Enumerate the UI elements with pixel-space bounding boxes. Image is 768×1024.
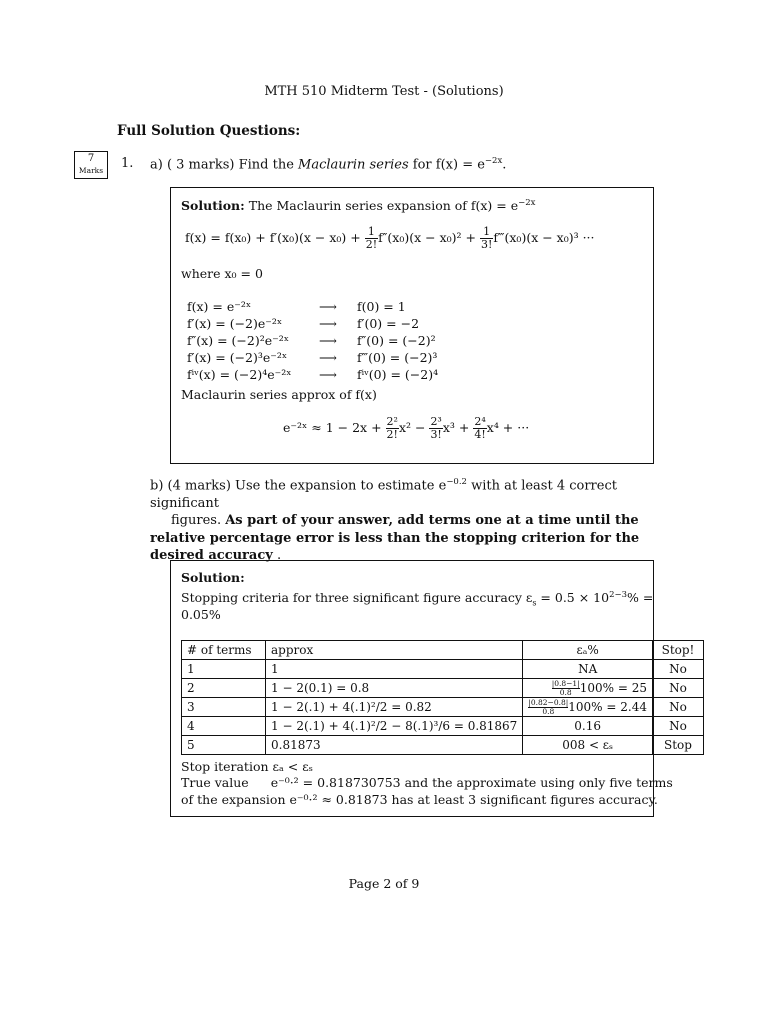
series-frac-1: $\frac{1}{2!}$ xyxy=(365,225,378,251)
approx-term-4: x⁴ + ··· xyxy=(486,420,530,435)
approx-formula xyxy=(283,416,529,441)
derivative-right-1: f(0) = 1 xyxy=(357,299,406,314)
row5-approx: 0.81873 xyxy=(266,736,523,755)
table-row xyxy=(182,698,704,717)
page-header: MTH 510 Midterm Test - (Solutions) xyxy=(264,84,504,99)
series-formula xyxy=(185,226,595,251)
solution-a-intro-text: The Maclaurin series expansion of f(x) = e xyxy=(248,198,519,214)
approx-lead: e⁻²ˣ ≈ 1 − 2x + xyxy=(283,420,386,435)
derivative-right-5: fⁱᵛ(0) = (−2)⁴ xyxy=(357,367,439,382)
row3-error: $\frac{|0.82-0.8|}{0.8}$ 100% = 2.44 xyxy=(523,698,653,717)
part-a-prompt: a) ( 3 marks) Find the Maclaurin series for $f(x) = e^{-2x}$. xyxy=(150,156,507,173)
derivative-arrow-1: ⟶ xyxy=(319,299,337,314)
marks-unit: Marks xyxy=(78,166,104,175)
row1-terms: 1 xyxy=(182,660,266,679)
table-row xyxy=(182,717,704,736)
stop-iteration: Stop iteration εₐ < εₛ xyxy=(181,759,313,774)
part-b-exp: −0.2 xyxy=(446,477,467,487)
derivative-arrow-3: ⟶ xyxy=(319,333,337,348)
approx-frac-4: $\frac{\text{2⁴}}{4!}$ xyxy=(474,415,486,441)
approx-term-3: x³ + xyxy=(442,420,474,435)
part-b-line2: figures. xyxy=(171,513,226,529)
row2-stop: No xyxy=(653,679,704,698)
series-formula-right: f‴(x₀)(x − x₀)³ ··· xyxy=(493,230,595,245)
approx-frac-3: $\frac{\text{2³}}{3!}$ xyxy=(430,415,442,441)
where-line: where x₀ = 0 xyxy=(181,266,263,281)
section-title: Full Solution Questions: xyxy=(117,123,301,139)
approx-term-2: x² − xyxy=(398,420,430,435)
row1-stop: No xyxy=(653,660,704,679)
row1-error: NA xyxy=(523,660,653,679)
header-error: εₐ% xyxy=(523,641,653,660)
row3-terms: 3 xyxy=(182,698,266,717)
part-a-prompt-term: Maclaurin series xyxy=(298,157,409,173)
row4-terms: 4 xyxy=(182,717,266,736)
question-number: 1. xyxy=(121,156,134,171)
page-footer: Page 2 of 9 xyxy=(348,876,420,891)
row5-error: 008 < εₛ xyxy=(523,736,653,755)
derivative-left-3: f″(x) = (−2)²e⁻²ˣ xyxy=(187,333,290,348)
part-b-prompt xyxy=(150,474,655,565)
header-stop: Stop! xyxy=(653,641,704,660)
table-header-row xyxy=(182,641,704,660)
row2-terms: 2 xyxy=(182,679,266,698)
derivative-right-3: f″(0) = (−2)² xyxy=(357,333,436,348)
derivative-right-2: f′(0) = −2 xyxy=(357,316,420,331)
criteria-line2: 0.05% xyxy=(181,607,221,622)
row4-approx: 1 − 2(.1) + 4(.1)²/2 − 8(.1)³/6 = 0.81867 xyxy=(266,717,523,736)
row5-terms: 5 xyxy=(182,736,266,755)
conclusion-line: of the expansion e⁻⁰·² ≈ 0.81873 has at least 3 significant figures accuracy. xyxy=(181,792,658,807)
row5-stop: Stop xyxy=(653,736,704,755)
derivative-left-2: f′(x) = (−2)e⁻²ˣ xyxy=(187,316,283,331)
true-value-line xyxy=(181,775,673,790)
series-formula-left: f(x) = f(x₀) + f′(x₀)(x − x₀) + xyxy=(185,230,365,245)
marks-value: 7 xyxy=(87,153,95,164)
row4-stop: No xyxy=(653,717,704,736)
table-row xyxy=(182,736,704,755)
row1-approx: 1 xyxy=(266,660,523,679)
part-a-prompt-prefix: a) ( 3 marks) Find the xyxy=(150,157,299,173)
derivative-left-1: f(x) = e⁻²ˣ xyxy=(187,299,252,314)
derivative-right-4: f‴(0) = (−2)³ xyxy=(357,350,438,365)
header-terms: # of terms xyxy=(182,641,266,660)
results-table xyxy=(181,640,704,755)
true-value-label: True value xyxy=(181,775,249,790)
solution-a-intro-exp: −2x xyxy=(518,198,536,208)
derivative-arrow-4: ⟶ xyxy=(319,350,337,365)
solution-b-label: Solution: xyxy=(181,570,245,585)
series-frac-2: $\frac{1}{3!}$ xyxy=(480,225,493,251)
approx-label: Maclaurin series approx of f(x) xyxy=(181,387,377,402)
row2-approx: 1 − 2(0.1) = 0.8 xyxy=(266,679,523,698)
criteria-line1: Stopping criteria for three significant figure accuracy $\varepsilon_s = 0.5 \times 10^{2-3}\%$ = xyxy=(181,590,654,608)
approx-frac-2: $\frac{\text{2²}}{2!}$ xyxy=(386,415,398,441)
table-row xyxy=(182,660,704,679)
derivative-left-5: fⁱᵛ(x) = (−2)⁴e⁻²ˣ xyxy=(187,367,292,382)
solution-a-intro xyxy=(181,198,535,213)
row3-stop: No xyxy=(653,698,704,717)
true-value-expr: e⁻⁰·² = 0.818730753 and the approximate using only five terms xyxy=(270,775,673,790)
row3-approx: 1 − 2(.1) + 4(.1)²/2 = 0.82 xyxy=(266,698,523,717)
solution-box-a xyxy=(170,187,654,464)
row2-error: $\frac{|0.8-1|}{0.8}$ 100% = 25 xyxy=(523,679,653,698)
marks-badge xyxy=(74,151,108,179)
series-formula-mid: f″(x₀)(x − x₀)² + xyxy=(378,230,480,245)
part-a-prompt-exp: −2x xyxy=(484,156,503,166)
table-row xyxy=(182,679,704,698)
derivative-arrow-5: ⟶ xyxy=(319,367,337,382)
part-b-end: . xyxy=(272,548,282,564)
part-a-prompt-suffix: for f(x) = e xyxy=(408,157,485,173)
derivative-left-4: f′(x) = (−2)³e⁻²ˣ xyxy=(187,350,288,365)
part-b-bold: As part of your answer, add terms one at a time until the relative percentage error is less than the stopping criterion for the desired accuracy xyxy=(150,513,640,564)
solution-a-label: Solution: xyxy=(181,198,245,214)
part-b-line1: b) (4 marks) Use the expansion to estimate e xyxy=(150,478,447,494)
derivative-arrow-2: ⟶ xyxy=(319,316,337,331)
header-approx: approx xyxy=(266,641,523,660)
row4-error: 0.16 xyxy=(523,717,653,736)
part-b-line1-tail: with at least 4 correct significant xyxy=(150,478,617,511)
